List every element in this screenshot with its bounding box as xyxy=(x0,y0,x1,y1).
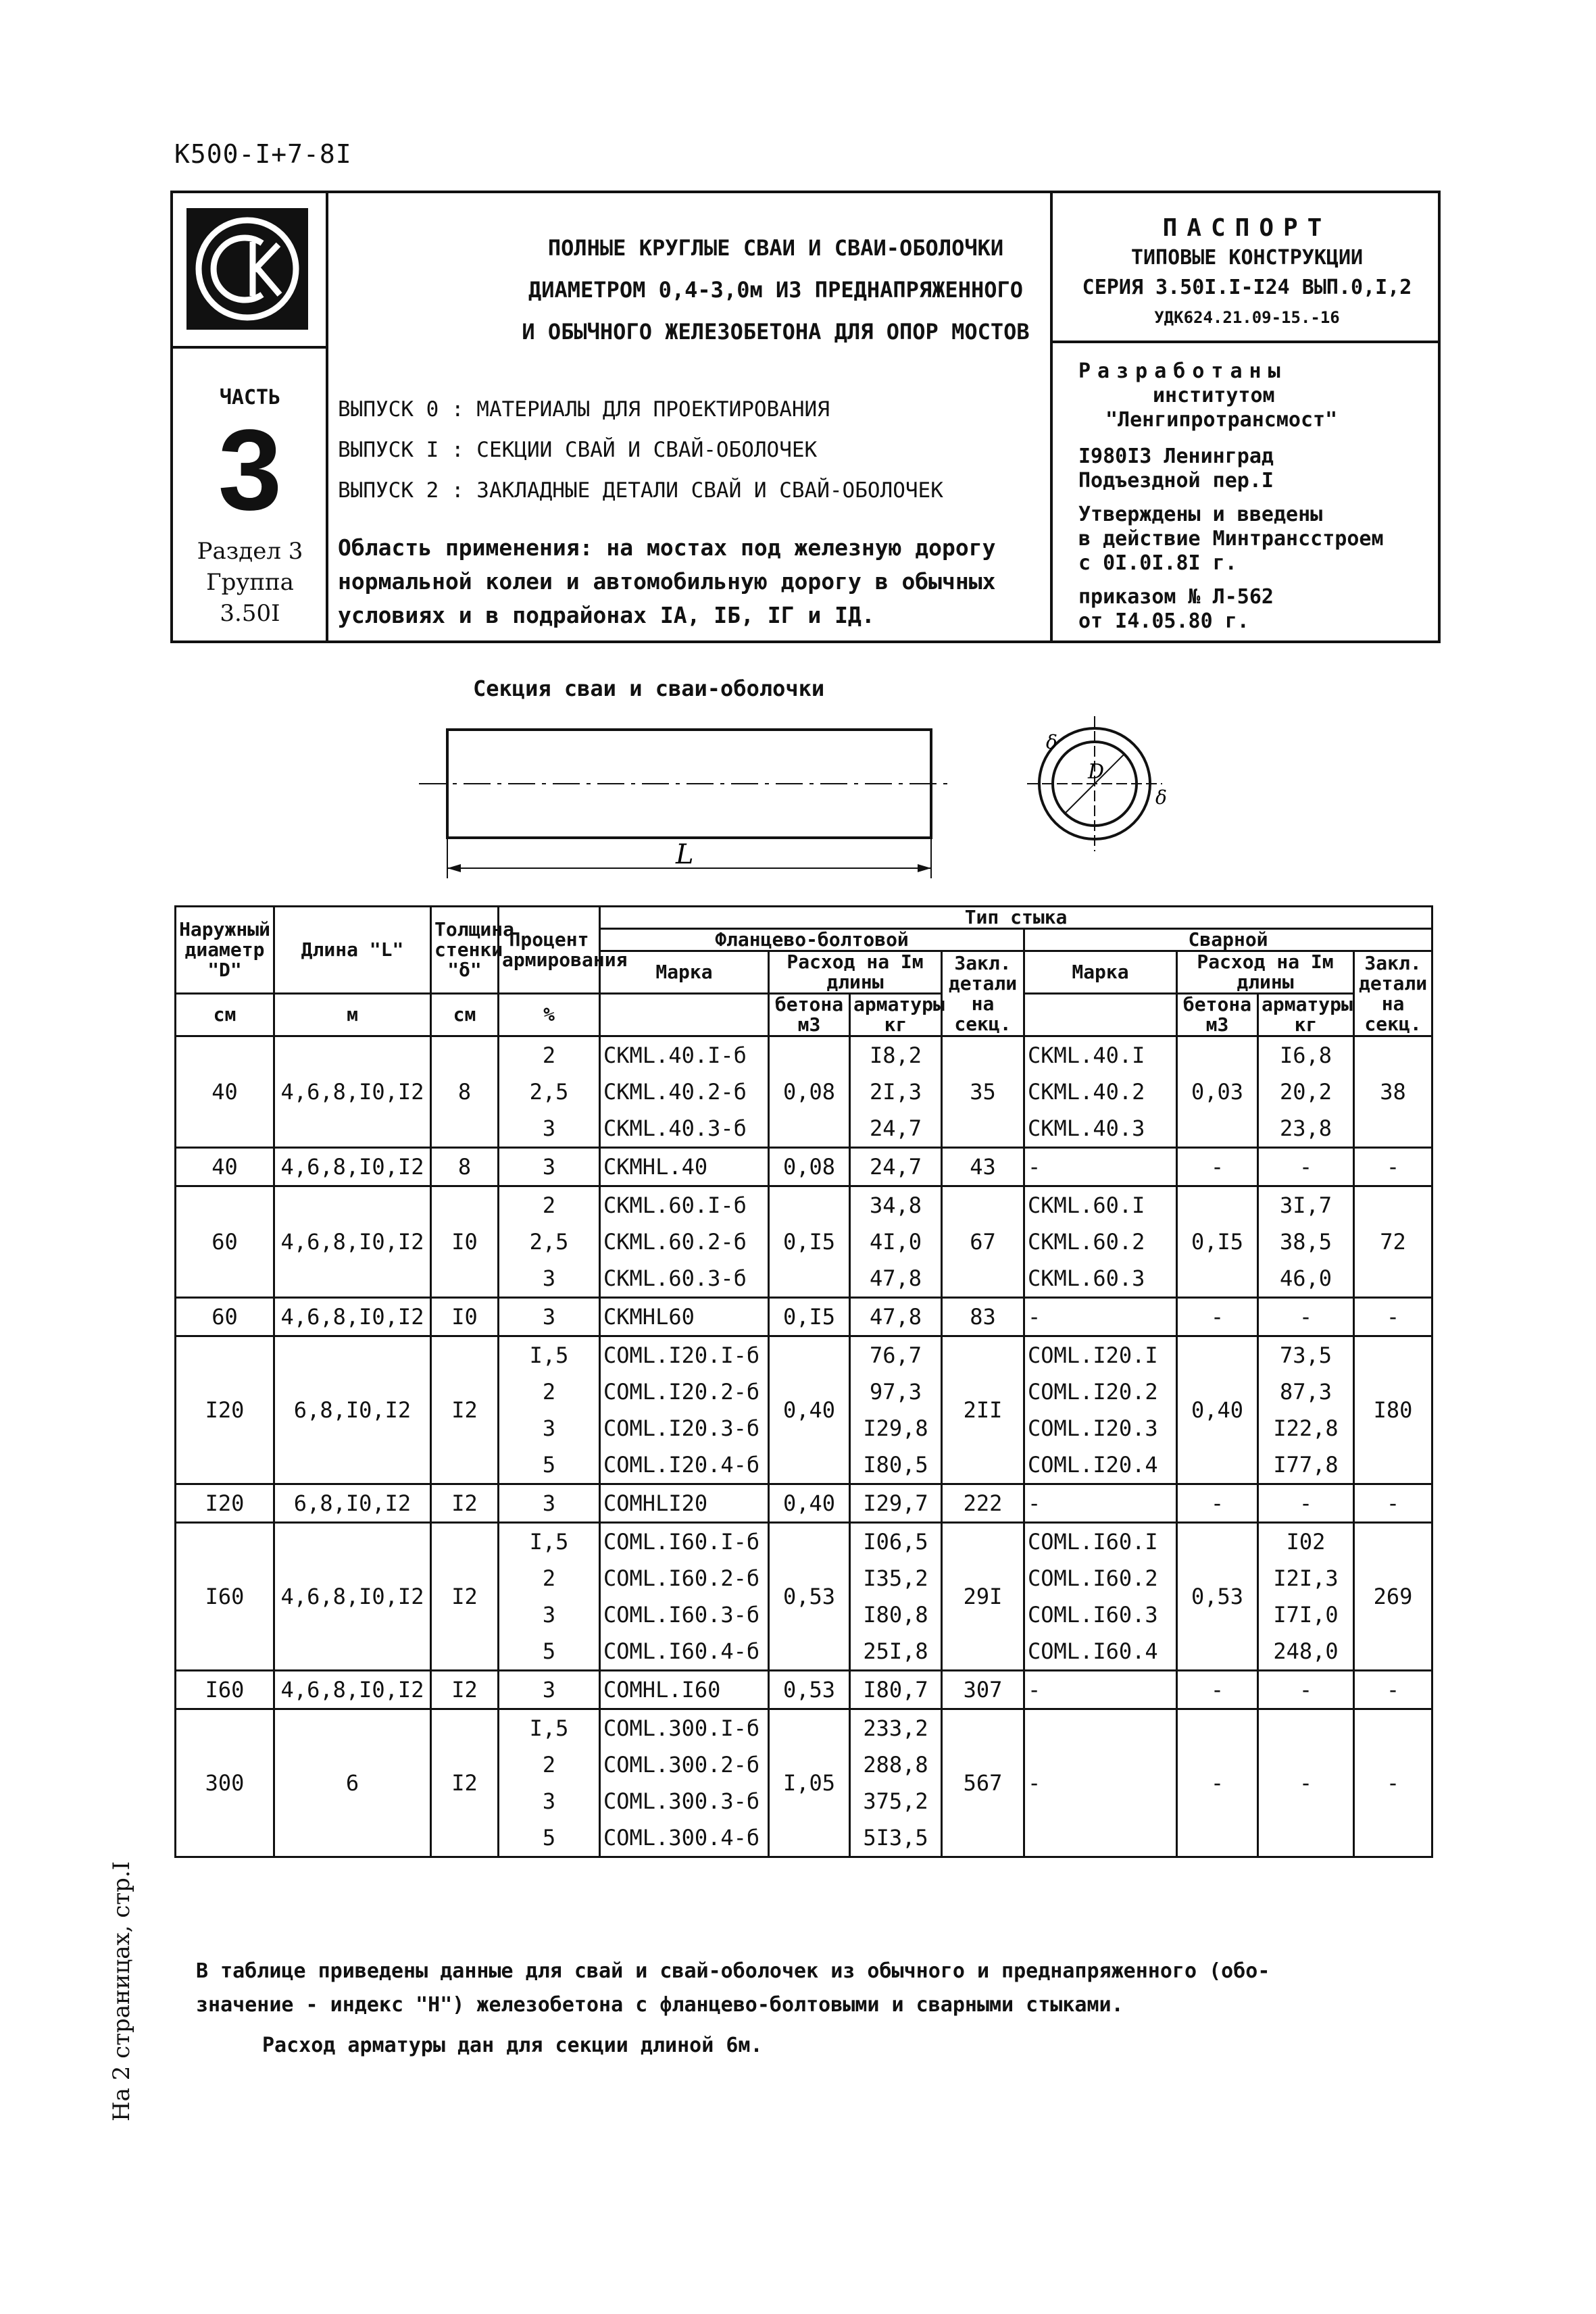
cell-fm xyxy=(600,1484,769,1523)
cell-value: 24,7 xyxy=(869,1115,922,1141)
cell-value: 97,3 xyxy=(869,1379,922,1405)
wall-label-top: δ xyxy=(1046,731,1057,753)
cell-value: - xyxy=(1299,1154,1313,1180)
part-number: 3 xyxy=(218,406,282,534)
unit-rebar: арматуры кг xyxy=(1258,994,1354,1036)
cell-d: I20 xyxy=(176,1336,274,1484)
cell-value: - xyxy=(1299,1304,1313,1330)
cell-value: I8,2 xyxy=(869,1042,922,1068)
note-line-3: Расход арматуры дан для секции длиной 6м. xyxy=(262,2034,763,2057)
cell-d: I60 xyxy=(176,1671,274,1709)
unit-concrete: бетона м3 xyxy=(769,994,850,1036)
cell-we: - xyxy=(1354,1671,1432,1709)
cell-fr xyxy=(850,1671,942,1709)
cell-value: - xyxy=(1299,1677,1313,1703)
cell-pct xyxy=(499,1186,600,1298)
table-row xyxy=(176,1036,1432,1148)
cell-value: 24,7 xyxy=(869,1154,922,1180)
cell-l: 4,6,8,I0,I2 xyxy=(274,1298,431,1336)
unit-concrete: бетона м3 xyxy=(1177,994,1258,1036)
cell-wm xyxy=(1024,1186,1177,1298)
cell-value: СОМL.300.4-б xyxy=(603,1825,760,1851)
cell-t: I2 xyxy=(431,1336,499,1484)
cell-value: - xyxy=(1028,1304,1041,1330)
cell-wc: - xyxy=(1177,1298,1258,1336)
cell-wr xyxy=(1258,1336,1354,1484)
cell-value: 47,8 xyxy=(869,1265,922,1291)
cell-fc: 0,53 xyxy=(769,1671,850,1709)
cell-value: I7I,0 xyxy=(1273,1602,1339,1628)
cell-value: I77,8 xyxy=(1273,1452,1339,1478)
cell-fm xyxy=(600,1671,769,1709)
cell-value: СКМL.60.3-б xyxy=(603,1265,747,1291)
cell-t: I2 xyxy=(431,1709,499,1857)
cell-fm xyxy=(600,1523,769,1671)
issue-2: ВЫПУСК 2 : ЗАКЛАДНЫЕ ДЕТАЛИ СВАЙ И СВАЙ-ОБОЛОЧЕК xyxy=(338,478,943,503)
cell-wr xyxy=(1258,1709,1354,1857)
cell-d: 40 xyxy=(176,1036,274,1148)
cell-value: СОМL.I20.I xyxy=(1028,1342,1158,1368)
table-row xyxy=(176,1671,1432,1709)
cell-value: 23,8 xyxy=(1279,1115,1332,1141)
cell-pct xyxy=(499,1709,600,1857)
col-thickness: Толщина стенки "δ" xyxy=(431,907,499,994)
page-count-note: На 2 страницах, стр.I xyxy=(108,1861,135,2121)
cell-fc: 0,40 xyxy=(769,1484,850,1523)
cell-l: 6 xyxy=(274,1709,431,1857)
col-weld: Сварной xyxy=(1024,929,1432,951)
issue-0: ВЫПУСК 0 : МАТЕРИАЛЫ ДЛЯ ПРОЕКТИРОВАНИЯ xyxy=(338,397,830,422)
cell-fe: 29I xyxy=(942,1523,1024,1671)
cell-pct xyxy=(499,1523,600,1671)
cell-value: СОМНL.I60 xyxy=(603,1677,721,1703)
cell-value: 38,5 xyxy=(1279,1229,1332,1255)
unit xyxy=(600,994,769,1036)
cell-value: СОМL.300.3-б xyxy=(603,1788,760,1814)
cell-wm xyxy=(1024,1709,1177,1857)
cell-wm xyxy=(1024,1523,1177,1671)
cell-t: I2 xyxy=(431,1484,499,1523)
cell-fc: I,05 xyxy=(769,1709,850,1857)
cell-l: 6,8,I0,I2 xyxy=(274,1484,431,1523)
table-row xyxy=(176,1484,1432,1523)
cell-l: 4,6,8,I0,I2 xyxy=(274,1148,431,1186)
cell-value: 2 xyxy=(542,1752,556,1778)
cell-value: I80,5 xyxy=(863,1452,928,1478)
cell-pct xyxy=(499,1336,600,1484)
cell-value: СКМL.40.3-б xyxy=(603,1115,747,1141)
cell-value: - xyxy=(1028,1770,1041,1796)
unit xyxy=(1024,994,1177,1036)
cell-wc: 0,03 xyxy=(1177,1036,1258,1148)
drawing-caption: Секция сваи и сваи-оболочки xyxy=(473,676,825,701)
cell-value: 3 xyxy=(542,1304,556,1330)
cell-wm xyxy=(1024,1298,1177,1336)
col-diameter: Наружный диаметр "D" xyxy=(176,907,274,994)
table-row xyxy=(176,1148,1432,1186)
cell-we: - xyxy=(1354,1298,1432,1336)
cell-value: СКМL.40.2 xyxy=(1028,1079,1145,1105)
cell-fm xyxy=(600,1298,769,1336)
cell-pct xyxy=(499,1484,600,1523)
cell-value: I29,8 xyxy=(863,1415,928,1441)
cell-value: СОМL.300.2-б xyxy=(603,1752,760,1778)
cell-fr xyxy=(850,1336,942,1484)
cell-fm xyxy=(600,1036,769,1148)
cell-value: 3 xyxy=(542,1677,556,1703)
cell-wm xyxy=(1024,1484,1177,1523)
cell-value: СКМНL.40 xyxy=(603,1154,708,1180)
cell-wm xyxy=(1024,1671,1177,1709)
group-label: Группа xyxy=(206,569,294,596)
cell-value: 3 xyxy=(542,1490,556,1516)
col-flange-mark: Марка xyxy=(600,951,769,994)
cell-value: СКМL.60.I-б xyxy=(603,1192,747,1218)
cell-pct xyxy=(499,1671,600,1709)
cell-l: 4,6,8,I0,I2 xyxy=(274,1523,431,1671)
table-row xyxy=(176,1336,1432,1484)
cell-value: 248,0 xyxy=(1273,1638,1339,1664)
cell-value: 4I,0 xyxy=(869,1229,922,1255)
cell-value: I,5 xyxy=(529,1529,569,1555)
cell-value: СОМL.I60.I-б xyxy=(603,1529,760,1555)
col-weld-cons: Расход на Iм длины xyxy=(1177,951,1354,994)
cell-wr xyxy=(1258,1298,1354,1336)
cell-value: СОМL.300.I-б xyxy=(603,1715,760,1741)
pile-table xyxy=(174,905,1433,1858)
title-block xyxy=(170,191,1441,643)
cell-value: СКМL.40.2-б xyxy=(603,1079,747,1105)
cell-wm xyxy=(1024,1148,1177,1186)
cell-value: I29,7 xyxy=(863,1490,928,1516)
unit: см xyxy=(176,994,274,1036)
cell-we: 269 xyxy=(1354,1523,1432,1671)
cell-value: - xyxy=(1299,1490,1313,1516)
cell-we: I80 xyxy=(1354,1336,1432,1484)
cell-value: 25I,8 xyxy=(863,1638,928,1664)
unit: м xyxy=(274,994,431,1036)
col-weld-mark: Марка xyxy=(1024,951,1177,994)
cell-fe: 307 xyxy=(942,1671,1024,1709)
cell-wc: 0,40 xyxy=(1177,1336,1258,1484)
cell-d: I20 xyxy=(176,1484,274,1523)
cell-we: - xyxy=(1354,1148,1432,1186)
cell-l: 4,6,8,I0,I2 xyxy=(274,1186,431,1298)
col-joint-type: Тип стыка xyxy=(600,907,1432,929)
cell-fc: 0,08 xyxy=(769,1036,850,1148)
cell-fr xyxy=(850,1709,942,1857)
cell-value: 5I3,5 xyxy=(863,1825,928,1851)
cell-value: СКМL.40.3 xyxy=(1028,1115,1145,1141)
cell-value: 2I,3 xyxy=(869,1079,922,1105)
cell-fm xyxy=(600,1336,769,1484)
cell-l: 4,6,8,I0,I2 xyxy=(274,1036,431,1148)
cell-value: - xyxy=(1299,1770,1313,1796)
cell-we: 38 xyxy=(1354,1036,1432,1148)
cell-value: 87,3 xyxy=(1279,1379,1332,1405)
table-row xyxy=(176,1186,1432,1298)
cell-value: I,5 xyxy=(529,1715,569,1741)
cell-value: 3 xyxy=(542,1115,556,1141)
cell-value: 3 xyxy=(542,1602,556,1628)
cell-value: СОМL.I60.4-б xyxy=(603,1638,760,1664)
cell-value: СКМL.60.3 xyxy=(1028,1265,1145,1291)
section-drawing xyxy=(419,716,1203,892)
cell-wc: - xyxy=(1177,1671,1258,1709)
cell-wc: - xyxy=(1177,1484,1258,1523)
cell-value: СКМL.60.2-б xyxy=(603,1229,747,1255)
cell-value: 3 xyxy=(542,1788,556,1814)
cell-value: I,5 xyxy=(529,1342,569,1368)
cell-fe: 43 xyxy=(942,1148,1024,1186)
cell-fc: 0,08 xyxy=(769,1148,850,1186)
cell-wr xyxy=(1258,1036,1354,1148)
cell-value: I02 xyxy=(1286,1529,1326,1555)
cell-fc: 0,53 xyxy=(769,1523,850,1671)
cell-value: 2 xyxy=(542,1565,556,1591)
cell-wc: 0,I5 xyxy=(1177,1186,1258,1298)
table-row xyxy=(176,1709,1432,1857)
note-line-1: В таблице приведены данные для свай и свай-оболочек из обычного и преднапряженного (обо- xyxy=(196,1959,1270,1983)
cell-fr xyxy=(850,1298,942,1336)
cell-value: СОМL.I20.4-б xyxy=(603,1452,760,1478)
cell-value: 288,8 xyxy=(863,1752,928,1778)
cell-fm xyxy=(600,1709,769,1857)
cell-t: I2 xyxy=(431,1523,499,1671)
cell-wr xyxy=(1258,1484,1354,1523)
cell-value: 47,8 xyxy=(869,1304,922,1330)
cell-value: СОМL.I20.3 xyxy=(1028,1415,1158,1441)
cell-d: 300 xyxy=(176,1709,274,1857)
issue-1: ВЫПУСК I : СЕКЦИИ СВАЙ И СВАЙ-ОБОЛОЧЕК xyxy=(338,438,818,462)
cell-value: 73,5 xyxy=(1279,1342,1332,1368)
cell-fc: 0,40 xyxy=(769,1336,850,1484)
cell-value: 5 xyxy=(542,1452,556,1478)
document-code: К500-I+7-8I xyxy=(174,139,352,169)
cell-fm xyxy=(600,1148,769,1186)
cell-value: 2 xyxy=(542,1192,556,1218)
cell-value: I2I,3 xyxy=(1273,1565,1339,1591)
cell-fe: 67 xyxy=(942,1186,1024,1298)
cell-fr xyxy=(850,1186,942,1298)
cell-wc: - xyxy=(1177,1148,1258,1186)
cell-value: 46,0 xyxy=(1279,1265,1332,1291)
cell-fe: 83 xyxy=(942,1298,1024,1336)
cell-value: СОМL.I20.2-б xyxy=(603,1379,760,1405)
cell-t: I0 xyxy=(431,1186,499,1298)
group-number: 3.50I xyxy=(220,600,280,627)
cell-value: 3 xyxy=(542,1415,556,1441)
cell-fr xyxy=(850,1148,942,1186)
cell-fc: 0,I5 xyxy=(769,1186,850,1298)
section-label: Раздел 3 xyxy=(197,538,303,565)
cell-wr xyxy=(1258,1148,1354,1186)
cell-we: - xyxy=(1354,1709,1432,1857)
col-flange-cons: Расход на Iм длины xyxy=(769,951,942,994)
logo xyxy=(186,208,308,330)
cell-value: 2,5 xyxy=(529,1229,569,1255)
cell-value: 20,2 xyxy=(1279,1079,1332,1105)
cell-wc: 0,53 xyxy=(1177,1523,1258,1671)
cell-wc: - xyxy=(1177,1709,1258,1857)
cell-d: 60 xyxy=(176,1186,274,1298)
cell-value: СОМL.I20.2 xyxy=(1028,1379,1158,1405)
cell-value: 5 xyxy=(542,1825,556,1851)
cell-value: 375,2 xyxy=(863,1788,928,1814)
cell-value: 2 xyxy=(542,1042,556,1068)
cell-fe: 2II xyxy=(942,1336,1024,1484)
cell-we: - xyxy=(1354,1484,1432,1523)
cell-value: 3I,7 xyxy=(1279,1192,1332,1218)
cell-value: I6,8 xyxy=(1279,1042,1332,1068)
note-line-2: значение - индекс "Н") железобетона с фланцево-болтовыми и сварными стыками. xyxy=(196,1993,1124,2017)
cell-value: - xyxy=(1028,1490,1041,1516)
cell-value: 233,2 xyxy=(863,1715,928,1741)
cell-d: I60 xyxy=(176,1523,274,1671)
cell-pct xyxy=(499,1036,600,1148)
cell-value: СОМL.I60.4 xyxy=(1028,1638,1158,1664)
cell-t: I0 xyxy=(431,1298,499,1336)
cell-value: I80,8 xyxy=(863,1602,928,1628)
cell-value: СОМL.I20.4 xyxy=(1028,1452,1158,1478)
table-row xyxy=(176,1523,1432,1671)
cell-fr xyxy=(850,1523,942,1671)
cell-fe: 222 xyxy=(942,1484,1024,1523)
cell-value: I22,8 xyxy=(1273,1415,1339,1441)
cell-value: СКМL.60.I xyxy=(1028,1192,1145,1218)
developer-block: Разработаны институтом "Ленгипротрансмост" I980I3 Ленинград Подъездной пер.I Утверждены и введены в действие Минтрансстроем с 0I.0I.8I г. приказом № Л-562 от I4.05.80 г. xyxy=(1078,359,1384,633)
cell-value: СКМL.40.I xyxy=(1028,1042,1145,1068)
cell-t: I2 xyxy=(431,1671,499,1709)
cell-value: СКМL.40.I-б xyxy=(603,1042,747,1068)
cell-value: 3 xyxy=(542,1265,556,1291)
wall-label-right: δ xyxy=(1155,786,1167,809)
cell-value: СКМНL60 xyxy=(603,1304,695,1330)
cell-wr xyxy=(1258,1671,1354,1709)
cell-d: 60 xyxy=(176,1298,274,1336)
table-row xyxy=(176,1298,1432,1336)
cell-value: СКМL.60.2 xyxy=(1028,1229,1145,1255)
cell-wm xyxy=(1024,1336,1177,1484)
cell-value: СОМL.I20.I-б xyxy=(603,1342,760,1368)
cell-value: 76,7 xyxy=(869,1342,922,1368)
cell-value: СОМL.I60.I xyxy=(1028,1529,1158,1555)
part-label: ЧАСТЬ xyxy=(219,386,281,409)
cell-value: - xyxy=(1028,1677,1041,1703)
col-flange: Фланцево-болтовой xyxy=(600,929,1024,951)
cell-value: 34,8 xyxy=(869,1192,922,1218)
cell-value: СОМL.I60.2 xyxy=(1028,1565,1158,1591)
unit: см xyxy=(431,994,499,1036)
cell-value: I35,2 xyxy=(863,1565,928,1591)
cell-value: СОМL.I60.3 xyxy=(1028,1602,1158,1628)
cell-pct xyxy=(499,1148,600,1186)
cell-t: 8 xyxy=(431,1036,499,1148)
cell-value: СОМНLI20 xyxy=(603,1490,708,1516)
cell-we: 72 xyxy=(1354,1186,1432,1298)
unit-rebar: арматуры кг xyxy=(850,994,942,1036)
document-title: ПОЛНЫЕ КРУГЛЫЕ СВАИ И СВАИ-ОБОЛОЧКИ ДИАМЕТРОМ 0,4-3,0м ИЗ ПРЕДНАПРЯЖЕННОГО И ОБЫЧНОГО ЖЕЛЕЗОБЕТОНА ДЛЯ ОПОР МОСТОВ xyxy=(522,235,1030,345)
cell-t: 8 xyxy=(431,1148,499,1186)
cell-d: 40 xyxy=(176,1148,274,1186)
passport-block: ПАСПОРТ ТИПОВЫЕ КОНСТРУКЦИИ СЕРИЯ 3.50I.I-I24 ВЫП.0,I,2 УДК624.21.09-15.-16 xyxy=(1082,214,1412,327)
cell-wr xyxy=(1258,1523,1354,1671)
cell-value: СОМL.I60.3-б xyxy=(603,1602,760,1628)
cell-l: 6,8,I0,I2 xyxy=(274,1336,431,1484)
cell-wm xyxy=(1024,1036,1177,1148)
unit: % xyxy=(499,994,600,1036)
cell-value: I06,5 xyxy=(863,1529,928,1555)
cell-value: - xyxy=(1028,1154,1041,1180)
length-label: L xyxy=(676,839,694,870)
cell-wr xyxy=(1258,1186,1354,1298)
cell-fr xyxy=(850,1484,942,1523)
cell-fr xyxy=(850,1036,942,1148)
cell-value: 3 xyxy=(542,1154,556,1180)
cell-value: СОМL.I20.3-б xyxy=(603,1415,760,1441)
cell-fe: 567 xyxy=(942,1709,1024,1857)
cell-value: 2,5 xyxy=(529,1079,569,1105)
cell-l: 4,6,8,I0,I2 xyxy=(274,1671,431,1709)
cell-value: СОМL.I60.2-б xyxy=(603,1565,760,1591)
cell-fe: 35 xyxy=(942,1036,1024,1148)
cell-pct xyxy=(499,1298,600,1336)
col-weld-emb: Закл. детали на секц. xyxy=(1354,951,1432,1036)
col-percent: Процент армирования xyxy=(499,907,600,994)
cell-value: 5 xyxy=(542,1638,556,1664)
col-flange-emb: Закл. детали на секц. xyxy=(942,951,1024,1036)
application-area: Область применения: на мостах под железную дорогу нормальной колеи и автомобильную дорогу в обычных условиях и в подрайонах IA, IБ, IГ и IД. xyxy=(338,534,996,628)
col-length: Длина "L" xyxy=(274,907,431,994)
cell-value: 2 xyxy=(542,1379,556,1405)
diameter-label: D xyxy=(1088,760,1105,784)
cell-fc: 0,I5 xyxy=(769,1298,850,1336)
cell-fm xyxy=(600,1186,769,1298)
cell-value: I80,7 xyxy=(863,1677,928,1703)
